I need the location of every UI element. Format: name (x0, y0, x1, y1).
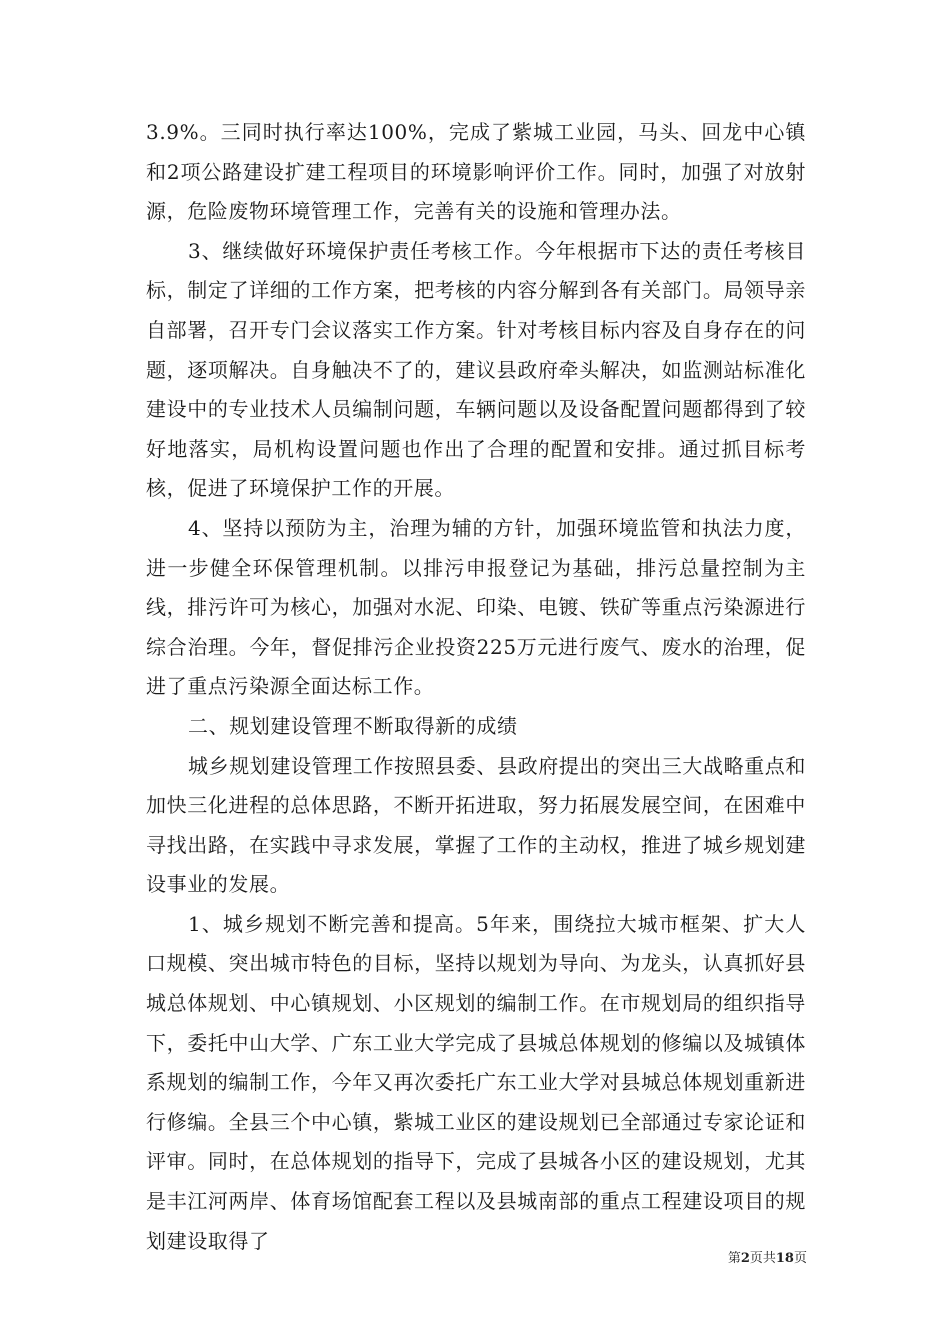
paragraph-4: 城乡规划建设管理工作按照县委、县政府提出的突出三大战略重点和加快三化进程的总体思路，不断开拓进取，努力拓展发展空间，在困难中寻找出路，在实践中寻求发展，掌握了工作的主动权，推进了城乡规划建设事业的发展。 (146, 753, 806, 897)
paragraph-2: 3、继续做好环境保护责任考核工作。今年根据市下达的责任考核目标，制定了详细的工作方案，把考核的内容分解到各有关部门。局领导亲自部署，召开专门会议落实工作方案。针对考核目标内容及自身存在的问题，逐项解决。自身触决不了的，建议县政府牵头解决，如监测站标准化建设中的专业技术人员编制问题，车辆问题以及设备配置问题都得到了较好地落实，局机构设置问题也作出了合理的配置和安排。通过抓目标考核，促进了环境保护工作的开展。 (146, 238, 806, 501)
document-body (146, 113, 806, 1261)
paragraph-3: 4、坚持以预防为主，治理为辅的方针，加强环境监管和执法力度，进一步健全环保管理机制。以排污申报登记为基础，排污总量控制为主线，排污许可为核心，加强对水泥、印染、电镀、铁矿等重点污染源进行综合治理。今年，督促排污企业投资225万元进行废气、废水的治理，促进了重点污染源全面达标工作。 (146, 515, 806, 699)
paragraph-1: 3.9%。三同时执行率达100%，完成了紫城工业园，马头、回龙中心镇和2项公路建设扩建工程项目的环境影响评价工作。同时，加强了对放射源，危险废物环境管理工作，完善有关的设施和管理办法。 (146, 120, 806, 224)
footer-suffix: 页 (793, 1251, 807, 1266)
footer-total-pages: 18 (775, 1251, 794, 1266)
footer-middle: 页共 (749, 1251, 776, 1266)
footer-prefix: 第 (727, 1251, 741, 1266)
footer-current-page: 2 (740, 1251, 750, 1266)
section-heading: 二、规划建设管理不断取得新的成绩 (188, 713, 518, 738)
paragraph-5: 1、城乡规划不断完善和提高。5年来，围绕拉大城市框架、扩大人口规模、突出城市特色的目标，坚持以规划为导向、为龙头，认真抓好县城总体规划、中心镇规划、小区规划的编制工作。在市规划局的组织指导下，委托中山大学、广东工业大学完成了县城总体规划的修编以及城镇体系规划的编制工作，今年又再次委托广东工业大学对县城总体规划重新进行修编。全县三个中心镇，紫城工业区的建设规划已全部通过专家论证和评审。同时，在总体规划的指导下，完成了县城各小区的建设规划，尤其是丰江河两岸、体育场馆配套工程以及县城南部的重点工程建设项目的规划建设取得了 (146, 911, 806, 1253)
page-footer (728, 1247, 807, 1266)
